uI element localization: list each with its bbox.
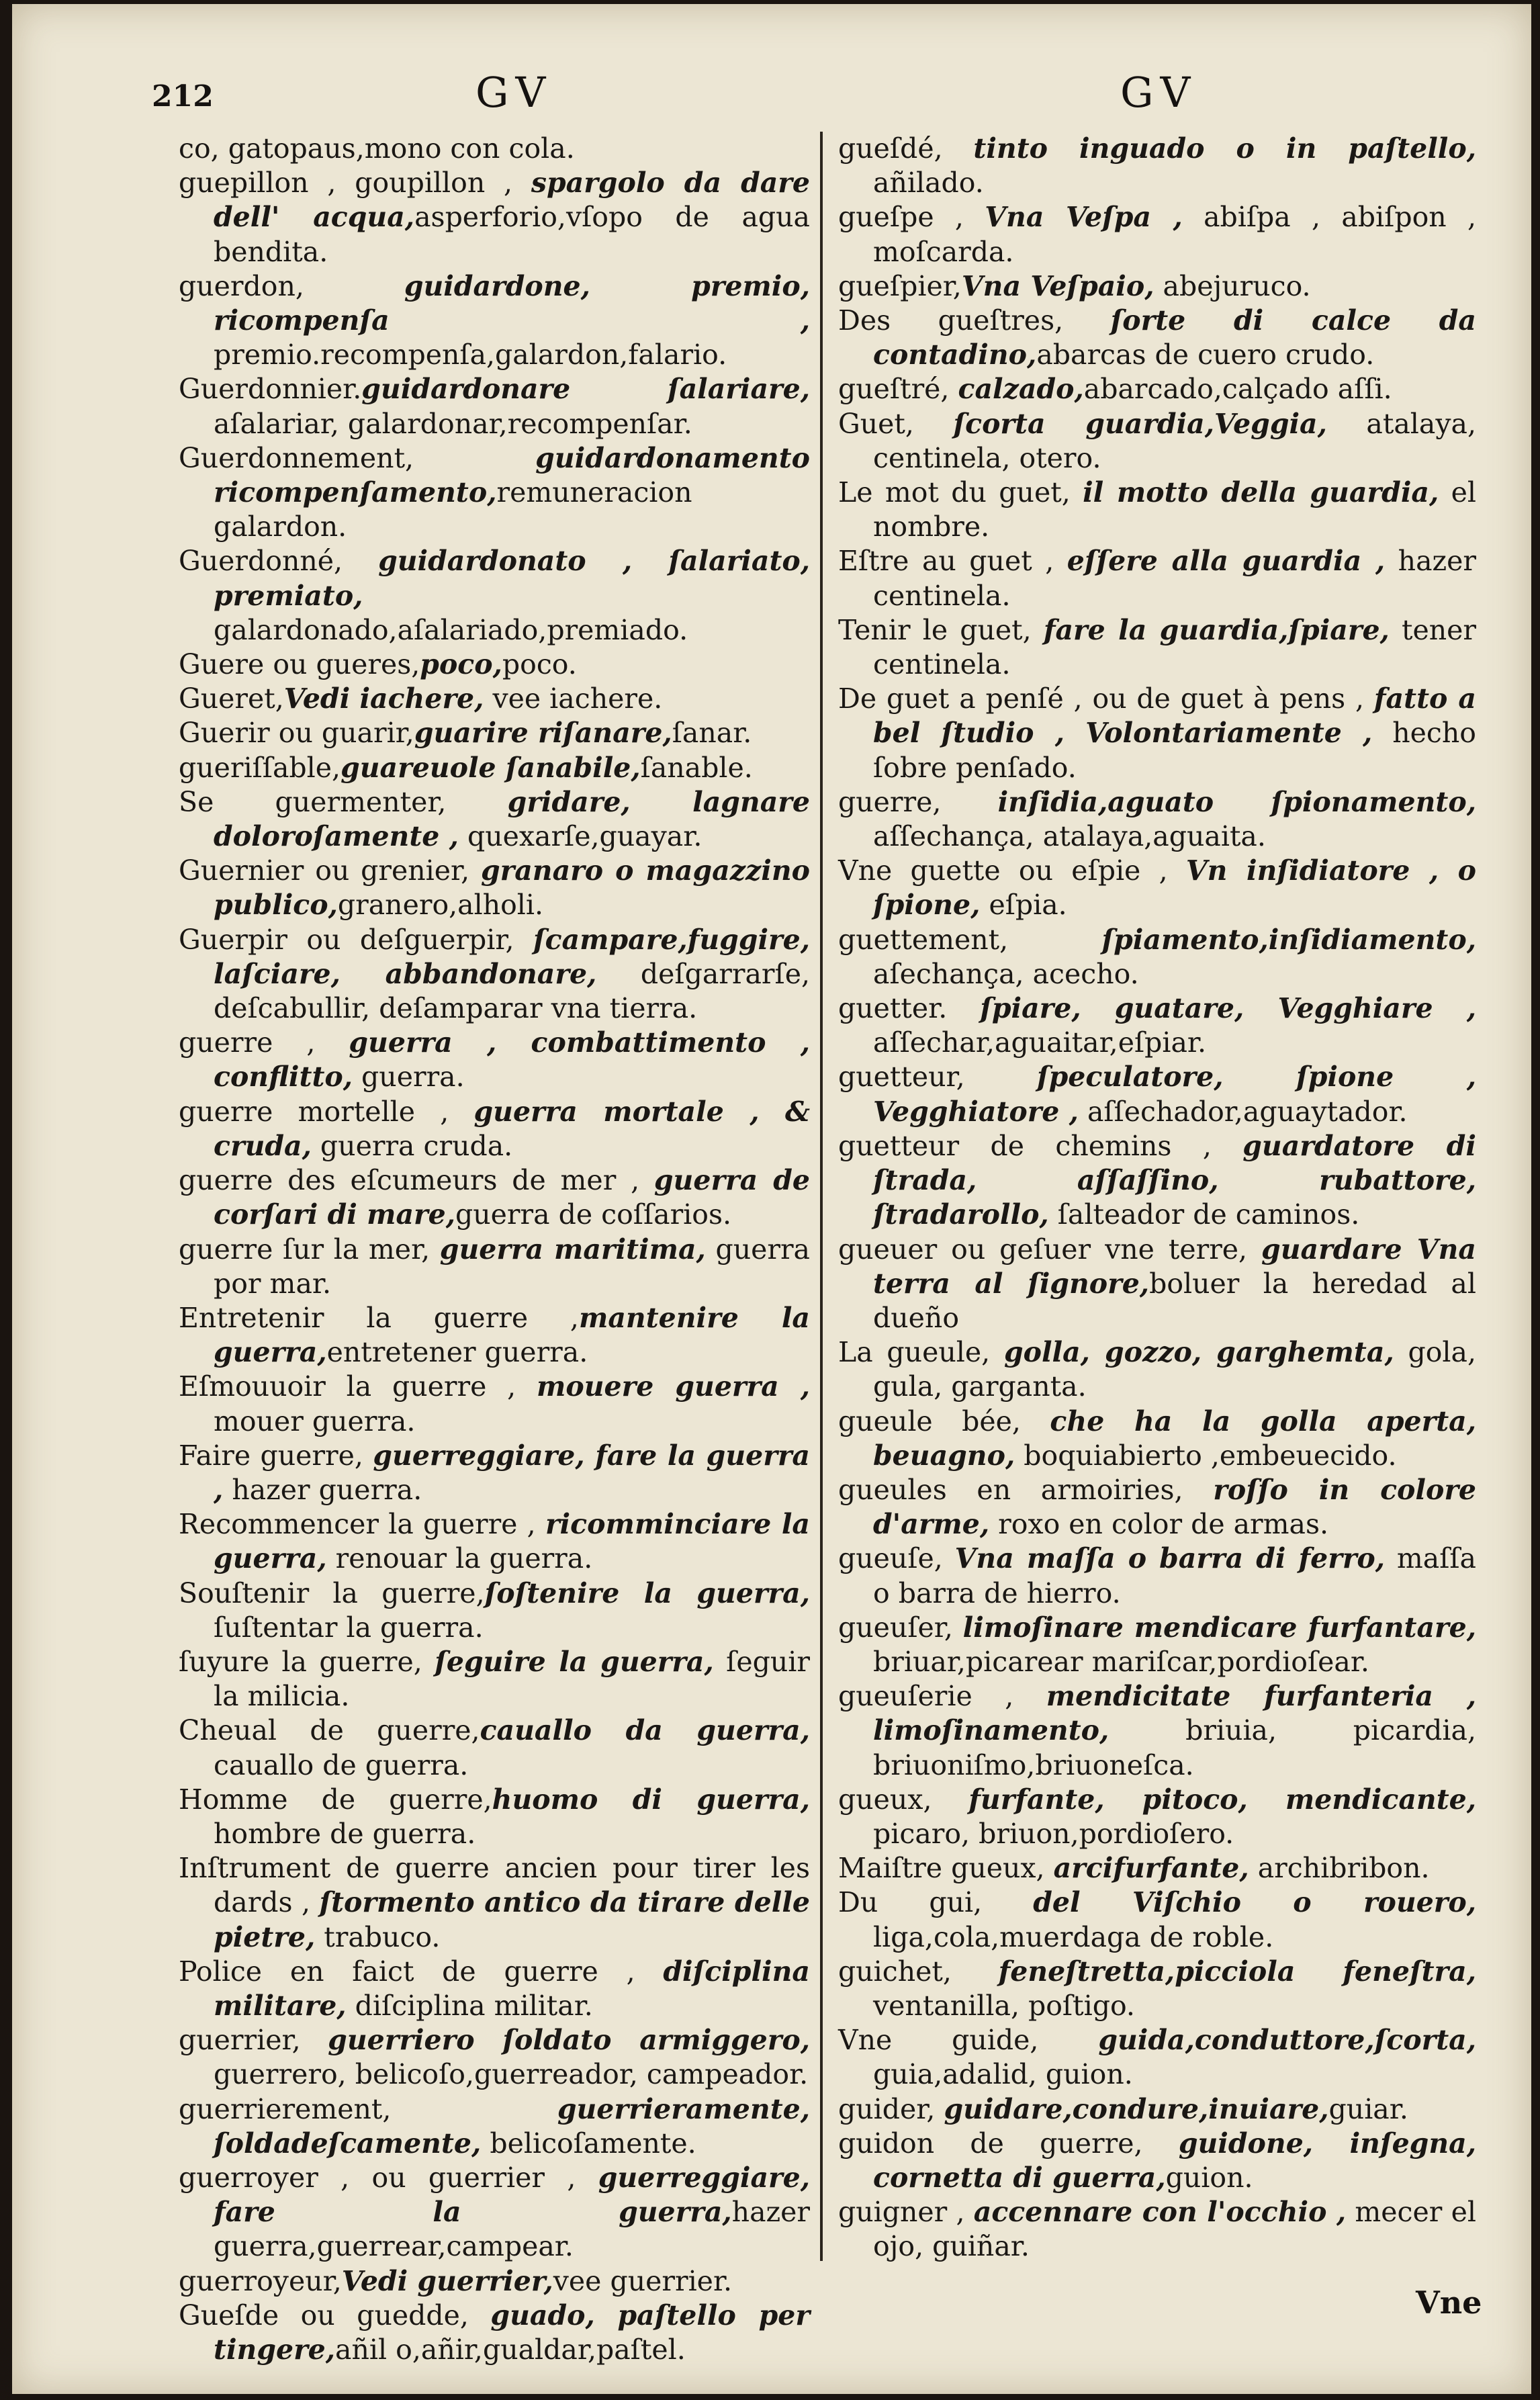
dictionary-entry [179,544,810,648]
entry-headword: guetter. [838,992,981,1025]
dictionary-entry [179,923,810,1026]
entry-spanish: guerra por mar. [214,1233,811,1300]
dictionary-entry [179,1645,810,1714]
dictionary-entry [179,1955,810,2023]
entry-spanish: guerra de coſſarios. [455,1198,732,1231]
entry-headword: Eſmouuoir la guerre , [179,1370,537,1403]
entry-spanish: atalaya, centinela, otero. [873,407,1476,474]
entry-headword: gueſtré, [838,373,958,406]
dictionary-entry [179,2161,810,2264]
entry-spanish: picaro, briuon,pordioſero. [873,1817,1234,1850]
entry-headword: guetteur de chemins , [838,1129,1243,1162]
entry-headword: guerre mortelle , [179,1095,474,1128]
entry-italian: calzado, [958,373,1084,406]
entry-headword: Police en faict de guerre , [179,1955,664,1988]
entry-italian: ſoſtenire la guerra, [484,1576,810,1609]
entry-italian: del Viſchio o rouero, [1033,1886,1477,1919]
dictionary-entry [179,1439,810,1507]
entry-italian: guado, paſtello per tingere, [214,2299,810,2366]
entry-spanish: guerrero, belicoſo,guerreador, campeador. [214,2058,809,2091]
entry-italian: cauallo da guerra, [480,1714,810,1747]
dictionary-entry [838,682,1476,785]
entry-headword: gueſdé, [838,132,974,165]
entry-headword: Maiſtre gueux, [838,1852,1054,1885]
dictionary-entry [838,2127,1476,2195]
entry-headword: Faire guerre, [179,1439,373,1472]
entry-italian: spargolo da dare dell' acqua, [214,167,810,234]
dictionary-entry [179,1507,810,1576]
entry-italian: guidare,condure,inuiare, [944,2092,1329,2125]
entry-spanish: abarcado,calçado aſſi. [1083,373,1392,406]
entry-italian: mantenire la guerra, [214,1301,810,1369]
dictionary-entry [838,1851,1476,1885]
entry-italian: guidardonato , ſalariato, premiato, [214,545,811,612]
entry-headword: guichet, [838,1955,999,1988]
dictionary-entry [838,200,1476,269]
entry-spanish: liga,cola,muerdaga de roble. [873,1920,1274,1953]
entry-italian: furfante, pitoco, mendicante, [968,1783,1476,1816]
dictionary-entry [838,1129,1476,1233]
entry-spanish: ſalteador de caminos. [1048,1198,1360,1231]
left-column [179,132,810,2367]
entry-headword: Vne guette ou eſpie , [838,854,1186,887]
entry-italian: huomo di guerra, [492,1783,810,1816]
dictionary-entry [179,2264,810,2299]
entry-spanish: hazer centinela. [873,545,1476,612]
entry-headword: De guet a penſé , ou de guet à pens , [838,682,1374,715]
dictionary-entry [179,648,810,682]
entry-italian: guareuole ſanabile, [341,751,641,784]
dictionary-entry [179,716,810,750]
entry-spanish: aſſechar,aguaitar,eſpiar. [873,1026,1207,1059]
dictionary-entry [179,751,810,785]
entry-spanish: abejuruco. [1154,269,1311,302]
dictionary-entry [838,854,1476,922]
entry-spanish: el nombre. [873,476,1476,543]
entry-italian: inſidia,aguato ſpionamento, [997,785,1476,818]
dictionary-entry [179,1095,810,1163]
entry-italian: guarire riſanare, [414,717,672,750]
entry-headword: Guere ou gueres, [179,648,420,681]
entry-headword: co, gatopaus,mono con cola. [179,132,575,165]
entry-spanish: aſſechador,aguaytador. [1078,1095,1408,1128]
entry-spanish: vee guerrier. [553,2264,733,2297]
entry-headword: ſuyure la guerre, [179,1645,435,1678]
entry-headword: Guerdonné, [179,545,379,578]
entry-italian: Vna Veſpaio, [961,269,1154,302]
dictionary-entry [179,785,810,854]
entry-italian: golla, gozzo, gargheтta, [1003,1336,1394,1369]
entry-italian: guerriero ſoldato armiggero, [328,2024,810,2057]
column-rule [820,132,823,2261]
entry-headword: Entretenir la guerre , [179,1301,579,1334]
entry-spanish: guerra cruda. [311,1129,513,1162]
entry-headword: Guerdonnier. [179,373,362,406]
dictionary-entry [838,304,1476,372]
entry-italian: ſcampare,fuggire, laſciare, abbandonare, [214,923,810,990]
entry-spanish: galardonado,aſalariado,premiado. [214,613,688,646]
dictionary-entry [179,166,810,269]
entry-headword: guerrier, [179,2024,328,2057]
dictionary-entry [179,1370,810,1438]
entry-headword: Gueret, [179,682,284,715]
entry-spanish: diſciplina militar. [346,1989,593,2022]
entry-spanish: remuneracion galardon. [214,476,692,543]
entry-spanish: aſalariar, galardonar,recompenſar. [214,407,692,440]
entry-headword: Guernier ou grenier, [179,854,481,887]
entry-headword: Guerpir ou deſguerpir, [179,923,533,956]
entry-spanish: granero,alholi. [337,889,544,922]
entry-headword: guetteur, [838,1061,1037,1094]
entry-italian: ricomminciare la guerra, [214,1508,810,1575]
entry-italian: guidardonamento ricompenſamento, [214,441,810,509]
entry-spanish: mecer el ojo, guiñar. [873,2196,1476,2263]
entry-italian: guerra , combattimento , conflitto, [214,1026,810,1094]
dictionary-entry [179,2299,810,2367]
entry-headword: Gueſde ou guedde, [179,2299,491,2331]
dictionary-entry [179,132,810,166]
dictionary-entry [179,854,810,922]
dictionary-entry [179,372,810,441]
entry-headword: guerre des eſcumeurs de mer , [179,1164,654,1197]
entry-italian: ſpiare, guatare, Vegghiare , [980,992,1476,1025]
entry-italian: granaro o magazzino publico, [214,854,811,922]
entry-italian: feneſtretta,picciola feneſtra, [998,1955,1476,1988]
dictionary-entry [838,269,1476,304]
dictionary-entry [179,1301,810,1370]
entry-headword: guepillon , goupillon , [179,167,531,199]
dictionary-entry [838,991,1476,1060]
dictionary-entry [838,407,1476,476]
dictionary-entry [838,785,1476,854]
entry-spanish: entretener guerra. [326,1336,588,1369]
entry-headword: gueſpier, [838,269,962,302]
dictionary-entry [838,1885,1476,1954]
dictionary-entry [838,2195,1476,2264]
entry-spanish: briuar,picarear mariſcar,pordioſear. [873,1645,1369,1678]
entry-italian: Vedi guerrier, [341,2264,553,2297]
entry-headword: Vne guide, [838,2024,1099,2057]
entry-spanish: gola, gula, garganta. [873,1336,1477,1403]
entry-spanish: ſuſtentar la guerra. [214,1611,484,1644]
entry-headword: gueux, [838,1783,969,1816]
dictionary-entry [179,1576,810,1645]
dictionary-entry [179,1233,810,1301]
entry-headword: guerrierement, [179,2092,557,2125]
entry-italian: ſpiamento,inſidiamento, [1101,923,1476,956]
entry-italian: il motto della guardia, [1083,476,1439,509]
entry-spanish: ventanilla, poſtigo. [873,1989,1135,2022]
entry-headword: guerre, [838,785,998,818]
entry-italian: fatto a bel ſtudio , Volontariamente , [873,682,1476,750]
entry-spanish: boluer la heredad al dueño [873,1267,1476,1334]
entry-spanish: tener centinela. [873,613,1476,681]
entry-spanish: boquiabierto ,embeuecido. [1015,1439,1397,1472]
entry-spanish: poco. [502,648,577,681]
dictionary-entry [179,2092,810,2161]
entry-spanish: ſeguir la milicia. [214,1645,810,1713]
catchword: Vne [1416,2284,1482,2321]
entry-headword: Guerdonnement, [179,441,536,474]
entry-spanish: aſſechança, atalaya,aguaita. [873,820,1266,853]
dictionary-entry [838,1060,1476,1128]
dictionary-entry [838,1611,1476,1679]
entry-italian: Vna Veſpa , [985,201,1183,234]
dictionary-entry [838,1783,1476,1851]
entry-spanish: guion. [1165,2161,1253,2194]
entry-italian: guardatore di ſtrada, aſſaſſino, rubattore, ſtradarollo, [873,1129,1476,1231]
entry-headword: guerre ſur la mer, [179,1233,440,1265]
dictionary-entry [179,441,810,545]
entry-italian: mouere guerra , [537,1370,810,1403]
dictionary-entry [179,1163,810,1232]
entry-italian: guerreggiare, fare la guerra , [214,1439,810,1506]
entry-headword: Eſtre au guet , [838,545,1067,578]
dictionary-entry [838,1335,1476,1404]
entry-headword: guerre , [179,1026,349,1059]
dictionary-entry [179,1783,810,1851]
entry-italian: accennare con l'occhio , [973,2196,1347,2229]
entry-italian: guerrieramente, ſoldadeſcamente, [214,2092,810,2160]
entry-headword: guerdon, [179,269,404,302]
entry-headword: gueuer ou geſuer vne terre, [838,1233,1262,1265]
right-column [838,132,1476,2264]
entry-headword: guerroyeur, [179,2264,342,2297]
entry-headword: gueriſſable, [179,751,341,784]
entry-spanish: cauallo de guerra. [214,1748,469,1781]
entry-spanish: eſpia. [980,889,1067,922]
dictionary-entry [179,2023,810,2092]
dictionary-entry [179,1851,810,1955]
entry-headword: Souſtenir la guerre, [179,1576,485,1609]
dictionary-entry [838,2023,1476,2092]
entry-headword: Homme de guerre, [179,1783,492,1816]
entry-headword: Cheual de guerre, [179,1714,480,1747]
entry-headword: guidon de guerre, [838,2127,1179,2160]
entry-spanish: asperforio,vſopo de agua bendita. [214,201,811,268]
entry-spanish: abiſpa , abiſpon , moſcarda. [873,201,1477,268]
entry-spanish: hazer guerra. [223,1473,422,1506]
entry-headword: guerroyer , ou guerrier , [179,2161,598,2194]
entry-spanish: vee iachere. [484,682,663,715]
entry-spanish: premio.recompenſa,galardon,falario. [214,339,727,371]
entry-spanish: ſanar. [672,717,752,750]
entry-italian: ſtormento antico da tirare delle pietre, [214,1886,810,1953]
dictionary-entry [838,1405,1476,1473]
entry-headword: Des gueſtres, [838,304,1111,337]
entry-spanish: quexarſe,guayar. [458,820,703,853]
entry-italian: guida,conduttore,ſcorta, [1098,2024,1476,2057]
entry-spanish: guia,adalid, guion. [873,2058,1133,2091]
dictionary-entry [179,269,810,373]
entry-spanish: maſſa o barra de hierro. [873,1542,1477,1609]
entry-spanish: mouer guerra. [214,1405,416,1437]
running-header-right: GV [1120,68,1197,117]
entry-italian: roſſo in colore d'arme, [873,1473,1477,1541]
dictionary-entry [838,1955,1476,2023]
entry-italian: ſcorta guardia,Veggia, [953,407,1327,440]
entry-headword: gueule bée, [838,1405,1050,1437]
dictionary-entry [838,923,1476,991]
dictionary-entry [179,1714,810,1782]
dictionary-entry [838,1233,1476,1336]
entry-spanish: renouar la guerra. [326,1542,593,1575]
entry-headword: Inſtrument de guerre ancien pour tirer les dards , [179,1852,810,1919]
entry-italian: Vna maſſa o barra di ferro, [954,1542,1386,1575]
dictionary-entry [179,682,810,716]
entry-italian: guerreggiare, fare la guerra, [214,2161,810,2229]
entry-spanish: añil o,añir,gualdar,paſtel. [335,2334,686,2366]
entry-headword: gueſpe , [838,201,985,234]
entry-headword: guider, [838,2092,944,2125]
entry-spanish: abarcas de cuero crudo. [1036,339,1375,371]
entry-headword: guettement, [838,923,1102,956]
entry-spanish: briuia, picardia, briuoniſmo,briuoneſca. [873,1714,1476,1781]
dictionary-entry [838,132,1476,200]
entry-spanish: añilado. [873,167,984,199]
dictionary-entry [838,476,1476,544]
dictionary-entry [838,1473,1476,1542]
dictionary-entry [838,1542,1476,1610]
entry-spanish: archibribon. [1249,1852,1430,1885]
dictionary-entry [838,613,1476,682]
dictionary-entry [838,1679,1476,1783]
entry-spanish: roxo en color de armas. [989,1508,1329,1541]
entry-headword: La gueule, [838,1336,1004,1369]
entry-headword: gueuſerie , [838,1680,1046,1713]
entry-headword: guigner , [838,2196,974,2229]
entry-italian: guerra de corſari di mare, [214,1164,810,1231]
entry-italian: ſpeculatore, ſpione , Vegghiatore , [873,1061,1476,1128]
entry-headword: gueules en armoiries, [838,1473,1214,1506]
entry-italian: guidone, inſegna, cornetta di guerra, [873,2127,1476,2194]
entry-spanish: deſgarrarſe, deſcabullir, deſamparar vna tierra. [214,957,810,1025]
entry-italian: ſorte di calce da contadino, [873,304,1476,371]
entry-spanish: hombre de guerra. [214,1817,476,1850]
entry-headword: Recommencer la guerre , [179,1508,545,1541]
entry-spanish: guiar. [1328,2092,1408,2125]
entry-spanish: hecho ſobre penſado. [873,717,1476,784]
entry-italian: che ha la golla aperta, beuagno, [873,1405,1476,1472]
entry-italian: guidardone, premio, ricompenſa , [214,269,811,337]
entry-headword: Tenir le guet, [838,613,1044,646]
entry-headword: Le mot du guet, [838,476,1083,509]
entry-italian: Vedi iachere, [283,682,484,715]
entry-spanish: hazer guerra,guerrear,campear. [214,2196,810,2263]
dictionary-entry [838,372,1476,406]
entry-italian: poco, [420,648,502,681]
entry-italian: guardare Vna terra al ſignore, [873,1233,1476,1300]
entry-headword: Guet, [838,407,954,440]
entry-italian: gridare, lagnare doloroſamente , [214,785,810,853]
entry-headword: gueuſer, [838,1611,963,1644]
entry-headword: Du gui, [838,1886,1034,1919]
entry-italian: eſſere alla guardia , [1067,545,1386,578]
entry-italian: guidardonare ſalariare, [361,373,810,406]
running-header-left: GV [475,68,553,117]
entry-italian: ſeguire la guerra, [435,1645,714,1678]
entry-headword: Se guermenter, [179,785,508,818]
entry-italian: diſciplina militare, [214,1955,810,2022]
dictionary-page [12,4,1531,2394]
entry-headword: Guerir ou guarir, [179,717,414,750]
entry-italian: tinto inguado o in paſtello, [973,132,1476,165]
entry-italian: fare la guardia,ſpiare, [1043,613,1390,646]
entry-italian: guerra maritima, [439,1233,706,1265]
entry-headword: gueuſe, [838,1542,955,1575]
entry-italian: Vn inſidiatore , o ſpione, [873,854,1476,922]
entry-spanish: aſechança, acecho. [873,957,1139,990]
page-number: 212 [152,79,214,114]
entry-italian: limoſinare mendicare furfantare, [962,1611,1476,1644]
entry-spanish: guerra. [353,1061,465,1094]
entry-spanish: ſanable. [640,751,753,784]
dictionary-entry [179,1026,810,1094]
entry-italian: guerra mortale , & cruda, [214,1095,810,1162]
entry-spanish: belicoſamente. [481,2127,696,2160]
dictionary-entry [838,2092,1476,2127]
entry-italian: mendicitate furfanteria , limoſinamento, [873,1680,1476,1747]
dictionary-entry [838,544,1476,613]
entry-spanish: trabuco. [315,1920,441,1953]
entry-italian: arcifurfante, [1053,1852,1249,1885]
